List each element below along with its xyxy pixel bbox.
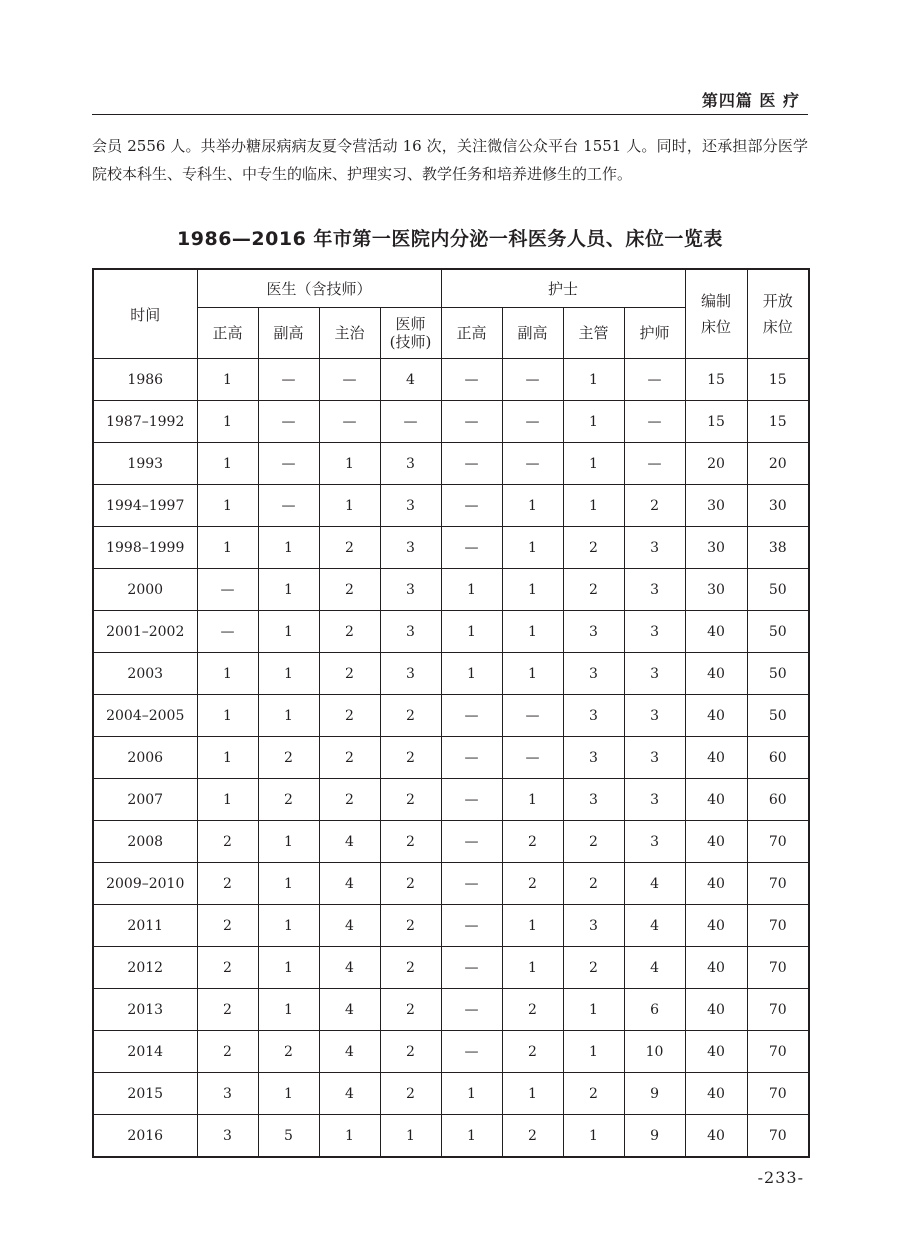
- table-cell: 4: [380, 359, 441, 401]
- table-cell: 40: [685, 947, 747, 989]
- table-cell: 70: [747, 947, 809, 989]
- header-doctor-physician: [380, 308, 441, 359]
- header-nurses: 护士: [441, 269, 685, 308]
- table-row: [93, 737, 809, 779]
- header-doctor-attending: 主治: [319, 308, 380, 359]
- table-cell: 15: [747, 401, 809, 443]
- table-cell: —: [624, 359, 685, 401]
- table-cell: 1: [258, 695, 319, 737]
- table-cell: 3: [624, 695, 685, 737]
- header-open-beds-label: 开放床位: [762, 292, 793, 336]
- table-cell: 70: [747, 1115, 809, 1158]
- table-cell: 3: [563, 611, 624, 653]
- table-cell: —: [441, 527, 502, 569]
- table-cell: 30: [747, 485, 809, 527]
- table-cell: 1: [258, 1073, 319, 1115]
- table-cell: 2: [563, 527, 624, 569]
- table-row: [93, 443, 809, 485]
- table-cell: 70: [747, 1031, 809, 1073]
- table-cell: 2: [319, 737, 380, 779]
- table-cell: 40: [685, 695, 747, 737]
- table-cell: 2: [319, 695, 380, 737]
- table-cell: —: [258, 359, 319, 401]
- table-cell: —: [441, 695, 502, 737]
- table-cell: 2: [380, 863, 441, 905]
- table-cell: 50: [747, 653, 809, 695]
- table-body: [93, 359, 809, 1158]
- table-cell: 40: [685, 1031, 747, 1073]
- table-cell: 1: [563, 359, 624, 401]
- table-cell: 2: [197, 863, 258, 905]
- table-cell: 1: [502, 611, 563, 653]
- table-cell: 3: [563, 695, 624, 737]
- table-cell: 1: [563, 1031, 624, 1073]
- table-cell: 40: [685, 737, 747, 779]
- header-open-beds: [747, 269, 809, 359]
- table-cell: 2: [380, 947, 441, 989]
- table-cell: 4: [319, 905, 380, 947]
- table-cell: 1: [258, 569, 319, 611]
- table-cell: 40: [685, 653, 747, 695]
- table-cell: 1: [502, 485, 563, 527]
- header-doctor-associate: 副高: [258, 308, 319, 359]
- staff-bed-table: [92, 268, 810, 1158]
- table-row: [93, 359, 809, 401]
- header-time: 时间: [93, 269, 197, 359]
- table-cell: 1: [258, 947, 319, 989]
- header-doctor-senior: 正高: [197, 308, 258, 359]
- table-cell: 40: [685, 863, 747, 905]
- table-row: [93, 821, 809, 863]
- table-cell: —: [441, 989, 502, 1031]
- table-cell: 30: [685, 485, 747, 527]
- header-doctors: 医生（含技师）: [197, 269, 441, 308]
- table-cell: 60: [747, 779, 809, 821]
- table-cell: —: [441, 737, 502, 779]
- row-period-cell: 2013: [93, 989, 197, 1031]
- table-cell: 30: [685, 569, 747, 611]
- table-cell: 1: [441, 653, 502, 695]
- table-cell: 9: [624, 1115, 685, 1158]
- intro-paragraph: 会员 2556 人。共举办糖尿病病友夏令营活动 16 次，关注微信公众平台 1551 人。同时，还承担部分医学院校本科生、专科生、中专生的临床、护理实习、教学任务和培养进修生的工作。: [92, 137, 808, 183]
- table-cell: 3: [624, 527, 685, 569]
- table-row: [93, 1115, 809, 1158]
- table-cell: 3: [624, 611, 685, 653]
- table-row: [93, 947, 809, 989]
- table-cell: 1: [441, 1115, 502, 1158]
- table-cell: 40: [685, 1073, 747, 1115]
- table-row: [93, 1031, 809, 1073]
- table-cell: 1: [197, 401, 258, 443]
- table-cell: 1: [258, 905, 319, 947]
- table-cell: 1: [502, 653, 563, 695]
- table-cell: 40: [685, 989, 747, 1031]
- header-planned-beds-label: 编制床位: [701, 292, 732, 336]
- table-cell: 1: [197, 485, 258, 527]
- row-period-cell: 2011: [93, 905, 197, 947]
- row-period-cell: 1993: [93, 443, 197, 485]
- table-cell: 1: [258, 611, 319, 653]
- table-cell: 1: [258, 989, 319, 1031]
- row-period-cell: 2004–2005: [93, 695, 197, 737]
- table-cell: 38: [747, 527, 809, 569]
- table-cell: —: [380, 401, 441, 443]
- table-cell: 4: [319, 947, 380, 989]
- table-cell: 70: [747, 989, 809, 1031]
- table-row: [93, 527, 809, 569]
- table-cell: 6: [624, 989, 685, 1031]
- table-cell: 70: [747, 863, 809, 905]
- table-cell: 50: [747, 695, 809, 737]
- header-nurse-associate: 副高: [502, 308, 563, 359]
- table-cell: 1: [441, 1073, 502, 1115]
- table-cell: —: [441, 359, 502, 401]
- row-period-cell: 2012: [93, 947, 197, 989]
- table-cell: 3: [624, 821, 685, 863]
- header-nurse-practitioner: 护师: [624, 308, 685, 359]
- table-cell: 15: [685, 359, 747, 401]
- row-period-cell: 2007: [93, 779, 197, 821]
- table-cell: 2: [258, 779, 319, 821]
- table-cell: 1: [563, 443, 624, 485]
- table-cell: 1: [502, 569, 563, 611]
- table-cell: 2: [197, 821, 258, 863]
- table-row: [93, 1073, 809, 1115]
- table-cell: 2: [197, 989, 258, 1031]
- table-cell: 3: [563, 737, 624, 779]
- table-cell: 10: [624, 1031, 685, 1073]
- table-cell: 1: [197, 695, 258, 737]
- table-cell: 2: [197, 947, 258, 989]
- table-cell: 15: [747, 359, 809, 401]
- table-cell: 2: [624, 485, 685, 527]
- table-cell: 2: [563, 947, 624, 989]
- table-cell: 1: [197, 653, 258, 695]
- table-cell: 3: [380, 569, 441, 611]
- table-cell: 3: [380, 611, 441, 653]
- table-cell: 2: [197, 905, 258, 947]
- row-period-cell: 2003: [93, 653, 197, 695]
- table-cell: —: [441, 485, 502, 527]
- row-period-cell: 2008: [93, 821, 197, 863]
- table-cell: 1: [258, 653, 319, 695]
- table-cell: 3: [380, 653, 441, 695]
- table-cell: 4: [624, 947, 685, 989]
- page-number: -233-: [757, 1168, 804, 1187]
- table-cell: —: [197, 569, 258, 611]
- table-cell: 1: [258, 863, 319, 905]
- header-nurse-senior: 正高: [441, 308, 502, 359]
- table-cell: 30: [685, 527, 747, 569]
- table-row: [93, 905, 809, 947]
- table-cell: 3: [624, 779, 685, 821]
- table-cell: —: [258, 485, 319, 527]
- table-cell: 4: [624, 863, 685, 905]
- table-cell: —: [319, 359, 380, 401]
- table-cell: 1: [502, 779, 563, 821]
- table-cell: 2: [380, 779, 441, 821]
- table-cell: —: [441, 947, 502, 989]
- table-cell: —: [258, 401, 319, 443]
- table-cell: 70: [747, 821, 809, 863]
- table-cell: 2: [502, 1115, 563, 1158]
- table-cell: —: [502, 443, 563, 485]
- section-title: 第四篇 医 疗: [701, 91, 800, 110]
- table-cell: 40: [685, 821, 747, 863]
- table-cell: 2: [380, 989, 441, 1031]
- row-period-cell: 2006: [93, 737, 197, 779]
- table-cell: 3: [197, 1073, 258, 1115]
- table-cell: 1: [502, 1073, 563, 1115]
- table-cell: 2: [502, 863, 563, 905]
- table-cell: 2: [563, 569, 624, 611]
- table-cell: 2: [380, 1031, 441, 1073]
- table-cell: —: [624, 401, 685, 443]
- table-cell: 40: [685, 611, 747, 653]
- row-period-cell: 2000: [93, 569, 197, 611]
- table-cell: 2: [563, 821, 624, 863]
- table-cell: 1: [258, 821, 319, 863]
- table-cell: 1: [197, 443, 258, 485]
- table-cell: —: [624, 443, 685, 485]
- table-cell: 3: [624, 737, 685, 779]
- table-cell: 20: [747, 443, 809, 485]
- table-cell: 4: [319, 821, 380, 863]
- table-cell: 2: [380, 905, 441, 947]
- table-cell: 2: [258, 1031, 319, 1073]
- row-period-cell: 2016: [93, 1115, 197, 1158]
- table-cell: 2: [502, 821, 563, 863]
- table-cell: 1: [563, 401, 624, 443]
- header-nurse-supervisor: 主管: [563, 308, 624, 359]
- table-row: [93, 989, 809, 1031]
- table-row: [93, 695, 809, 737]
- table-cell: 3: [380, 443, 441, 485]
- table-cell: 1: [502, 527, 563, 569]
- table-cell: —: [441, 821, 502, 863]
- table-cell: —: [441, 905, 502, 947]
- table-cell: 3: [380, 485, 441, 527]
- table-cell: 2: [197, 1031, 258, 1073]
- table-cell: 3: [624, 569, 685, 611]
- table-cell: 70: [747, 905, 809, 947]
- table-cell: 3: [563, 905, 624, 947]
- table-cell: 1: [258, 527, 319, 569]
- header-planned-beds: [685, 269, 747, 359]
- table-cell: 40: [685, 779, 747, 821]
- table-cell: 3: [563, 653, 624, 695]
- table-cell: 4: [319, 989, 380, 1031]
- row-period-cell: 1986: [93, 359, 197, 401]
- table-row: [93, 569, 809, 611]
- table-cell: 4: [319, 1073, 380, 1115]
- table-cell: 9: [624, 1073, 685, 1115]
- table-cell: 4: [319, 863, 380, 905]
- table-title: 1986—2016 年市第一医院内分泌一科医务人员、床位一览表: [177, 228, 723, 250]
- table-cell: 2: [502, 989, 563, 1031]
- table-cell: —: [258, 443, 319, 485]
- table-cell: 1: [502, 947, 563, 989]
- table-cell: 1: [380, 1115, 441, 1158]
- table-cell: —: [502, 695, 563, 737]
- table-cell: 1: [441, 569, 502, 611]
- table-cell: 1: [319, 443, 380, 485]
- table-cell: 2: [563, 1073, 624, 1115]
- table-cell: 40: [685, 1115, 747, 1158]
- table-cell: 4: [624, 905, 685, 947]
- table-cell: 50: [747, 569, 809, 611]
- table-row: [93, 611, 809, 653]
- table-cell: 3: [563, 779, 624, 821]
- table-cell: 2: [319, 653, 380, 695]
- table-cell: 3: [197, 1115, 258, 1158]
- table-row: [93, 401, 809, 443]
- table-cell: —: [441, 443, 502, 485]
- table-cell: 2: [319, 569, 380, 611]
- table-cell: 2: [502, 1031, 563, 1073]
- table-cell: 2: [380, 737, 441, 779]
- table-cell: 5: [258, 1115, 319, 1158]
- row-period-cell: 2014: [93, 1031, 197, 1073]
- table-cell: 2: [563, 863, 624, 905]
- table-cell: —: [502, 401, 563, 443]
- table-cell: —: [319, 401, 380, 443]
- table-cell: 60: [747, 737, 809, 779]
- table-cell: 1: [563, 1115, 624, 1158]
- table-cell: 2: [380, 1073, 441, 1115]
- table-cell: 1: [563, 485, 624, 527]
- table-cell: 2: [319, 779, 380, 821]
- table-cell: 1: [319, 1115, 380, 1158]
- table-cell: 3: [624, 653, 685, 695]
- table-cell: 2: [380, 821, 441, 863]
- table-cell: —: [441, 863, 502, 905]
- table-cell: 2: [319, 611, 380, 653]
- table-cell: 1: [502, 905, 563, 947]
- table-cell: 2: [258, 737, 319, 779]
- table-row: [93, 863, 809, 905]
- table-cell: 1: [197, 527, 258, 569]
- table-cell: —: [502, 737, 563, 779]
- table-row: [93, 485, 809, 527]
- table-cell: —: [441, 401, 502, 443]
- row-period-cell: 1994–1997: [93, 485, 197, 527]
- row-period-cell: 2009–2010: [93, 863, 197, 905]
- table-cell: 3: [380, 527, 441, 569]
- row-period-cell: 2001–2002: [93, 611, 197, 653]
- running-header: [92, 88, 808, 115]
- header-doctor-physician-label: 医师(技师): [389, 315, 432, 351]
- table-cell: 20: [685, 443, 747, 485]
- table-row: [93, 779, 809, 821]
- row-period-cell: 1987–1992: [93, 401, 197, 443]
- table-cell: —: [197, 611, 258, 653]
- table-cell: —: [502, 359, 563, 401]
- table-cell: 40: [685, 905, 747, 947]
- table-cell: 1: [197, 359, 258, 401]
- table-cell: 50: [747, 611, 809, 653]
- table-cell: 1: [441, 611, 502, 653]
- table-cell: 4: [319, 1031, 380, 1073]
- table-cell: 1: [197, 779, 258, 821]
- table-cell: 2: [380, 695, 441, 737]
- row-period-cell: 1998–1999: [93, 527, 197, 569]
- table-cell: 1: [197, 737, 258, 779]
- table-cell: —: [441, 779, 502, 821]
- row-period-cell: 2015: [93, 1073, 197, 1115]
- table-cell: 1: [319, 485, 380, 527]
- table-cell: 15: [685, 401, 747, 443]
- table-row: [93, 653, 809, 695]
- table-cell: 2: [319, 527, 380, 569]
- table-cell: 1: [563, 989, 624, 1031]
- table-cell: —: [441, 1031, 502, 1073]
- table-cell: 70: [747, 1073, 809, 1115]
